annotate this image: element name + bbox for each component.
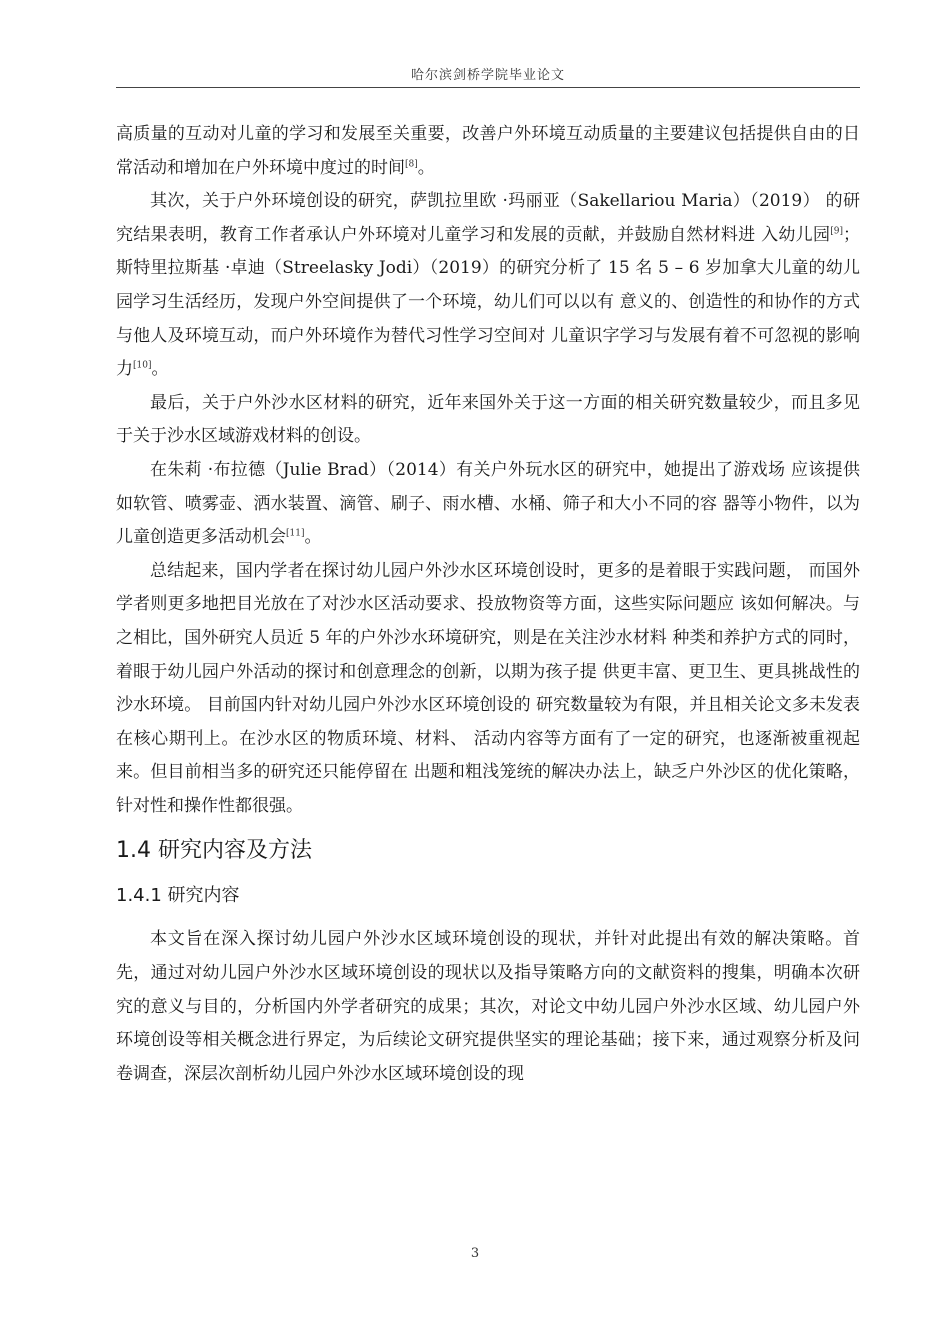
paragraph-outdoor-environment: [116, 185, 860, 387]
paragraph-text: 在朱莉 ·布拉德（Julie Brad）（2014）有关户外玩水区的研究中，她提出了游戏场 应该提供如软管、喷雾壶、洒水装置、滴管、刷子、雨水槽、水桶、筛子和大小不同的容 器等小物件，以为儿童创造更多活动机会: [116, 459, 860, 548]
citation-8: [8]: [405, 158, 418, 169]
citation-11: [11]: [286, 528, 305, 539]
paragraph-water-play-area: [116, 454, 860, 555]
paragraph-research-content: 本文旨在深入探讨幼儿园户外沙水区域环境创设的现状，并针对此提出有效的解决策略。首先，通过对幼儿园户外沙水区域环境创设的现状以及指导策略方向的文献资料的搜集，明确本次研究的意义与目的，分析国内外学者研究的成果；其次，对论文中幼儿园户外沙水区域、幼儿园户外环境创设等相关概念进行界定，为后续论文研究提供坚实的理论基础；接下来，通过观察分析及问卷调查，深层次剖析幼儿园户外沙水区域环境创设的现: [116, 929, 860, 1084]
page-number: 3: [470, 1246, 480, 1261]
paragraph-punctuation: 。: [304, 527, 322, 548]
citation-10: [10]: [133, 360, 152, 371]
section-heading: 1.4 研究内容及方法: [116, 838, 312, 864]
running-header: 哈尔滨剑桥学院毕业论文: [410, 68, 565, 83]
paragraph-text: 其次，关于户外环境创设的研究，萨凯拉里欧 ·玛丽亚（Sakellariou Maria）（2019） 的研究结果表明，教育工作者承认户外环境对儿童学习和发展的贡献，并鼓励自然材料进 入幼儿园: [116, 191, 860, 245]
body-text: [116, 118, 860, 1091]
paragraph-punctuation: 。: [417, 157, 435, 178]
paragraph-summary: 总结起来，国内学者在探讨幼儿园户外沙水区环境创设时，更多的是着眼于实践问题， 而国外学者则更多地把目光放在了对沙水区活动要求、投放物资等方面，这些实际问题应 该如何解决。与之相比，国外研究人员近 5 年的户外沙水环境研究，则是在关注沙水材料 种类和养护方式的同时，着眼于幼儿园户外活动的探讨和创意理念的创新，以期为孩子提 供更丰富、更卫生、更具挑战性的沙水环境。 目前国内针对幼儿园户外沙水区环境创设的 研究数量较为有限，并且相关论文多未发表在核心期刊上。在沙水区的物质环境、材料、 活动内容等方面有了一定的研究，也逐渐被重视起来。但目前相当多的研究还只能停留在 出题和粗浅笼统的解决办法上，缺乏户外沙区的优化策略，针对性和操作性都很强。: [116, 560, 860, 816]
subsection-heading: 1.4.1 研究内容: [116, 885, 240, 907]
paragraph-text: ；斯特里拉斯基 ·卓迪（Streelasky Jodi）（2019）的研究分析了 15 名 5 – 6 岁加拿大儿童的幼儿园学习生活经历，发现户外空间提供了一个环境，幼儿们可以以有 意义的、创造性的和协作的方式与他人及环境互动，而户外环境作为替代习性学习空间对 儿童识字学习与发展有着不可忽视的影响力: [116, 224, 860, 380]
citation-9: [9]: [830, 226, 843, 237]
paragraph-sand-water-materials: 最后，关于户外沙水区材料的研究，近年来国外关于这一方面的相关研究数量较少，而且多见于关于沙水区域游戏材料的创设。: [116, 392, 860, 447]
paragraph-outdoor-interaction: [116, 118, 860, 185]
paragraph-text: 高质量的互动对儿童的学习和发展至关重要，改善户外环境互动质量的主要建议包括提供自由的日常活动和增加在户外环境中度过的时间: [116, 124, 860, 178]
paragraph-punctuation: 。: [151, 359, 169, 380]
header-divider: [116, 87, 860, 88]
